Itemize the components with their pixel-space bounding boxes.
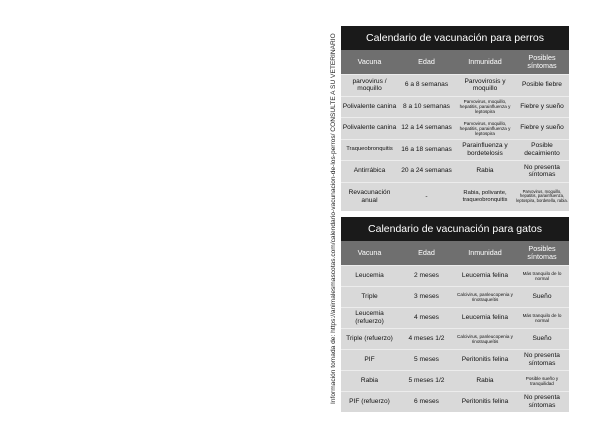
dog-vaccination-table (341, 26, 569, 211)
cell-edad: 6 meses (414, 398, 439, 406)
table-row (341, 370, 569, 391)
cell-sintomas: Más tranquilo de lo normal (522, 270, 562, 281)
dog-table-header (341, 50, 569, 74)
header-inmunidad: Inmunidad (468, 248, 502, 258)
cell-edad: 2 meses (414, 272, 439, 280)
cell-vacuna: Revacunación anual (348, 188, 391, 204)
cell-sintomas: No presenta síntomas (524, 394, 560, 409)
cell-edad: 5 meses (414, 356, 439, 364)
table-row (341, 349, 569, 370)
cell-sintomas: Parvovirus, moquillo, hepatitis, parainfluenza, leptospira, bordetella, rabia. (516, 188, 568, 203)
cell-inmunidad: Rabia, polivante, traqueobronquitis (462, 189, 508, 203)
source-credit: Información tomada de: https://animalesmascotas.com/calendario-vacunacion-de-los-perros/ CONSULTE A SU VETERINARIO (330, 33, 337, 404)
cell-inmunidad: Parvovirosis y moquillo (464, 77, 506, 93)
table-row (341, 391, 569, 412)
cat-table-title: Calendario de vacunación para gatos (341, 217, 569, 241)
cell-edad: 6 a 8 semanas (404, 81, 449, 89)
cell-sintomas: Sueño (532, 293, 552, 301)
cell-inmunidad: Rabia (476, 167, 494, 175)
cell-vacuna: PIF (refuerzo) (349, 398, 390, 406)
header-vacuna: Vacuna (357, 57, 382, 67)
cell-sintomas: Posible sueño y tranquilidad (525, 375, 559, 386)
cell-sintomas: Posible fiebre (522, 81, 562, 89)
table-row (341, 160, 569, 182)
cell-inmunidad: Leucemia felina (461, 272, 509, 280)
cell-vacuna: Leucemia (refuerzo) (355, 310, 384, 325)
cell-inmunidad: Parainfluenza y bordetelosis (462, 142, 508, 157)
header-edad: Edad (418, 248, 435, 258)
cell-edad: 8 a 10 semanas (403, 102, 450, 110)
cell-sintomas: No presenta síntomas (524, 163, 560, 179)
table-row (341, 182, 569, 211)
cell-inmunidad: Rabia (476, 377, 494, 385)
table-row (341, 117, 569, 139)
cell-inmunidad: Parvovirus, moquillo, hepatitis, parainfluenza y leptospira (459, 99, 511, 115)
header-edad: Edad (418, 57, 435, 67)
cell-sintomas: Sueño (532, 335, 552, 343)
table-row (341, 139, 569, 161)
cat-table-header (341, 241, 569, 265)
cell-vacuna: parvovirus / moquillo (352, 77, 387, 93)
table-row (341, 74, 569, 96)
cell-inmunidad: Peritonitis felina (461, 356, 509, 364)
cell-sintomas: No presenta síntomas (524, 352, 560, 367)
cell-vacuna: Rabia (360, 377, 379, 385)
cell-vacuna: PIF (364, 356, 375, 364)
cell-inmunidad: Calcivirus, panleucopenia y rinotraqueítis (457, 291, 513, 302)
table-row (341, 265, 569, 286)
cell-sintomas: Posible decaimiento (524, 142, 560, 157)
cell-edad: 4 meses 1/2 (408, 335, 445, 343)
cell-vacuna: Antirrábica (353, 167, 386, 175)
cell-vacuna: Polivalente canina (342, 124, 397, 132)
cell-vacuna: Traqueobronquitis (346, 146, 393, 153)
cell-inmunidad: Leucemia felina (461, 314, 509, 322)
header-sintomas: Posibles síntomas (527, 53, 557, 70)
cell-edad: 12 a 14 semanas (401, 124, 452, 132)
table-row (341, 328, 569, 349)
cell-vacuna: Triple (refuerzo) (346, 335, 393, 343)
cell-edad: 3 meses (414, 293, 439, 301)
header-sintomas: Posibles síntomas (527, 244, 557, 261)
dog-table-title: Calendario de vacunación para perros (341, 26, 569, 50)
cell-vacuna: Polivalente canina (342, 102, 397, 110)
table-row (341, 96, 569, 118)
cell-sintomas: Fiebre y sueño (520, 102, 564, 110)
cell-edad: 5 meses 1/2 (408, 377, 445, 385)
cat-vaccination-table (341, 217, 569, 412)
table-row (341, 307, 569, 328)
cell-edad: - (425, 192, 428, 200)
cell-sintomas: Más tranquilo de lo normal (522, 312, 562, 323)
cell-edad: 4 meses (414, 314, 439, 322)
cell-edad: 20 a 24 semanas (401, 167, 452, 175)
cell-inmunidad: Peritonitis felina (461, 398, 509, 406)
table-row (341, 286, 569, 307)
cell-sintomas: Fiebre y sueño (520, 124, 564, 132)
cell-vacuna: Triple (361, 293, 378, 301)
cell-inmunidad: Calcivirus, panleucopenia y rinotraqueítis (457, 333, 513, 344)
header-vacuna: Vacuna (357, 248, 382, 258)
cell-inmunidad: Parvovirus, moquillo, hepatitis, parainfluenza y leptospira (459, 120, 511, 136)
header-inmunidad: Inmunidad (468, 57, 502, 67)
cell-vacuna: Leucemia (355, 272, 384, 280)
cell-edad: 16 a 18 semanas (401, 145, 452, 153)
